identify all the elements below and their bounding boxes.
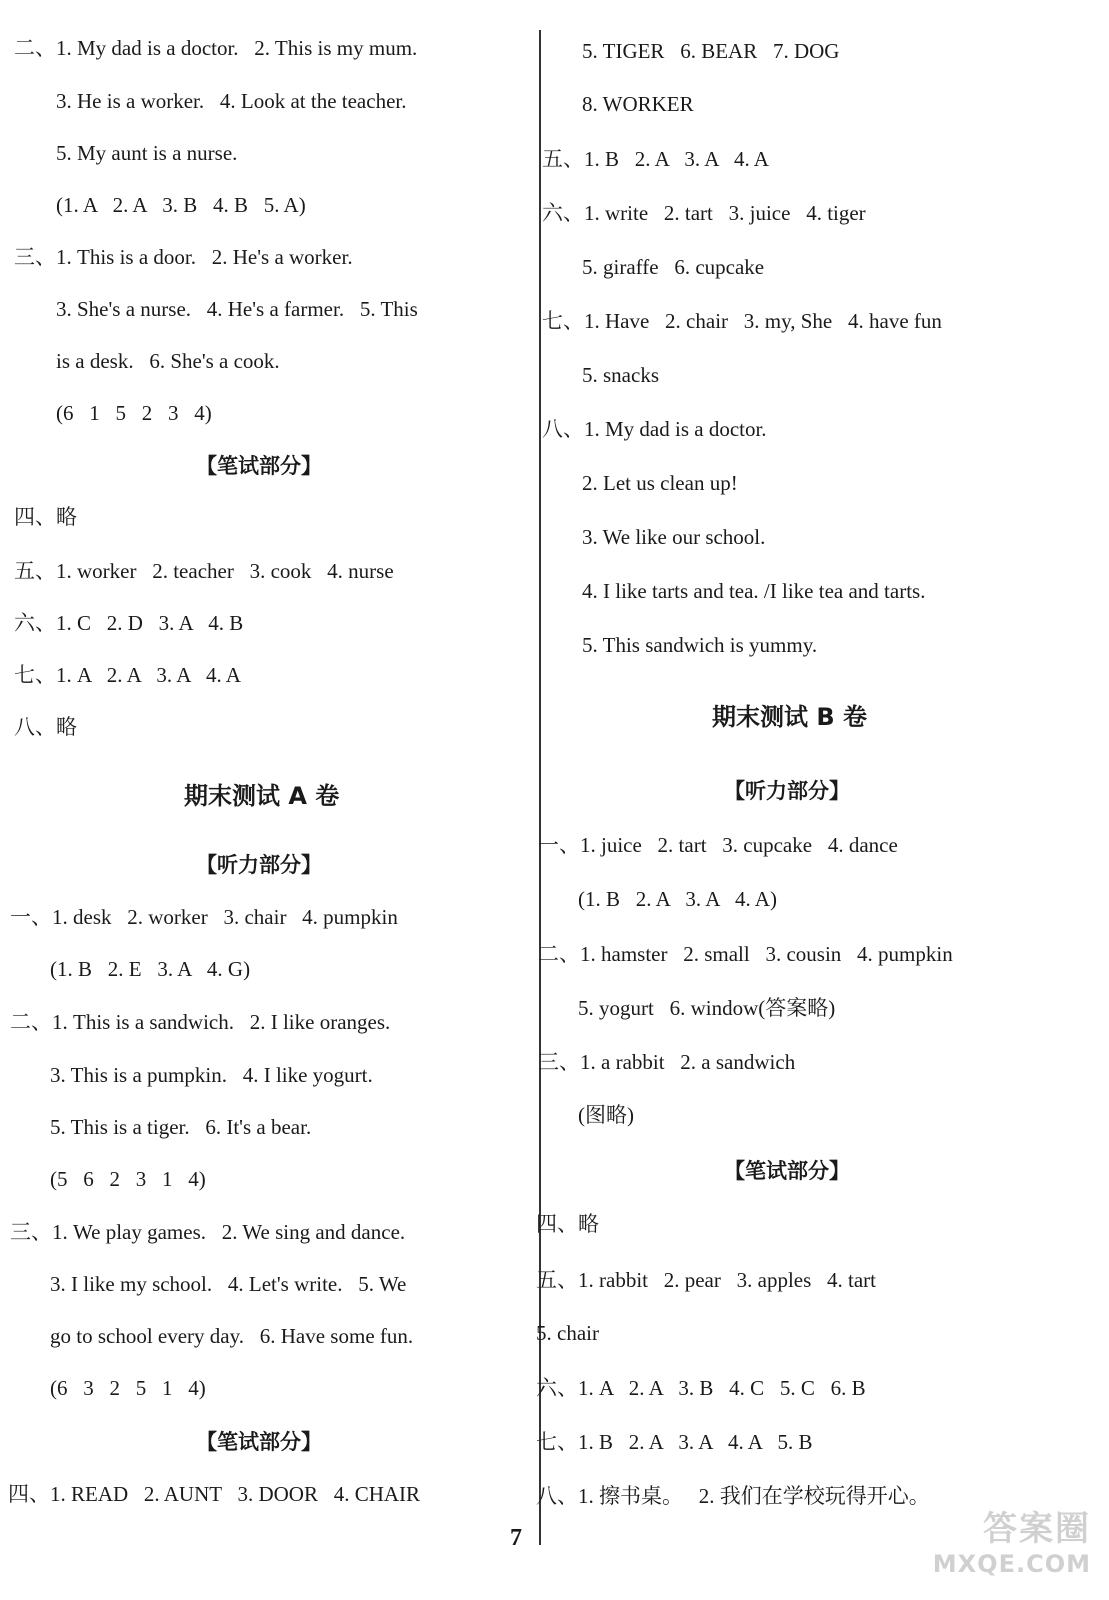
answer-line: 5. This sandwich is yummy. — [582, 633, 818, 657]
answer-line: 5. chair — [536, 1321, 599, 1345]
answer-line: (6 1 5 2 3 4) — [56, 401, 212, 425]
answer-line: 3. He is a worker. 4. Look at the teacher. — [56, 89, 407, 113]
answer-line: 5. TIGER 6. BEAR 7. DOG — [582, 39, 840, 63]
column-divider — [539, 30, 541, 1545]
answer-line: 5. giraffe 6. cupcake — [582, 255, 765, 279]
answer-line: 三、1. This is a door. 2. He's a worker. — [14, 245, 353, 269]
test-title: 期末测试 B 卷 — [712, 703, 868, 731]
answer-line: (1. B 2. E 3. A 4. G) — [50, 957, 251, 981]
answer-line: 4. I like tarts and tea. /I like tea and tarts. — [582, 579, 926, 603]
answer-line: 七、1. A 2. A 3. A 4. A — [14, 663, 241, 687]
answer-line: 四、略 — [536, 1212, 599, 1236]
answer-line: (图略) — [578, 1103, 634, 1127]
answer-line: 8. WORKER — [582, 92, 694, 116]
answer-line: 5. snacks — [582, 363, 659, 387]
answer-line: 3. I like my school. 4. Let's write. 5. We — [50, 1272, 407, 1296]
section-heading: 【笔试部分】 — [196, 1430, 322, 1454]
answer-line: 5. yogurt 6. window(答案略) — [578, 996, 836, 1020]
answer-line: 二、1. My dad is a doctor. 2. This is my mum. — [14, 36, 418, 60]
answer-line: 五、1. rabbit 2. pear 3. apples 4. tart — [536, 1268, 876, 1292]
answer-line: 3. This is a pumpkin. 4. I like yogurt. — [50, 1063, 373, 1087]
section-heading: 【听力部分】 — [196, 853, 322, 877]
answer-line: 六、1. C 2. D 3. A 4. B — [14, 611, 244, 635]
answer-line: (1. A 2. A 3. B 4. B 5. A) — [56, 193, 306, 217]
answer-line: 2. Let us clean up! — [582, 471, 738, 495]
watermark-logo — [933, 1501, 1091, 1578]
answer-line: (6 3 2 5 1 4) — [50, 1376, 206, 1400]
section-heading: 【笔试部分】 — [724, 1159, 850, 1183]
test-title: 期末测试 A 卷 — [184, 782, 340, 810]
section-heading: 【听力部分】 — [724, 779, 850, 803]
answer-line: 五、1. worker 2. teacher 3. cook 4. nurse — [14, 559, 394, 583]
answer-line: 一、1. desk 2. worker 3. chair 4. pumpkin — [10, 905, 398, 929]
answer-line: (5 6 2 3 1 4) — [50, 1167, 206, 1191]
answer-line: 三、1. a rabbit 2. a sandwich — [538, 1050, 796, 1074]
watermark-url: MXQE.COM — [932, 1550, 1091, 1578]
answer-line: 3. We like our school. — [582, 525, 766, 549]
answer-line: 四、1. READ 2. AUNT 3. DOOR 4. CHAIR — [8, 1482, 421, 1506]
answer-line: 四、略 — [14, 505, 77, 529]
answer-line: is a desk. 6. She's a cook. — [56, 349, 280, 373]
answer-line: 二、1. This is a sandwich. 2. I like oranges. — [10, 1010, 391, 1034]
answer-line: 5. My aunt is a nurse. — [56, 141, 238, 165]
answer-line: 3. She's a nurse. 4. He's a farmer. 5. This — [56, 297, 418, 321]
section-heading: 【笔试部分】 — [196, 454, 322, 478]
page-number: 7 — [510, 1525, 522, 1551]
answer-line: 七、1. B 2. A 3. A 4. A 5. B — [536, 1430, 813, 1454]
watermark-text: 答案圈 — [983, 1509, 1091, 1549]
answer-line: 八、1. 擦书桌。 2. 我们在学校玩得开心。 — [536, 1484, 930, 1508]
answer-line: 5. This is a tiger. 6. It's a bear. — [50, 1115, 312, 1139]
answer-line: 七、1. Have 2. chair 3. my, She 4. have fun — [542, 309, 942, 333]
answer-line: 六、1. A 2. A 3. B 4. C 5. C 6. B — [536, 1376, 866, 1400]
answer-line: 五、1. B 2. A 3. A 4. A — [542, 147, 769, 171]
answer-line: (1. B 2. A 3. A 4. A) — [578, 887, 777, 911]
answer-line: go to school every day. 6. Have some fun. — [50, 1324, 414, 1348]
answer-line: 六、1. write 2. tart 3. juice 4. tiger — [542, 201, 866, 225]
answer-line: 二、1. hamster 2. small 3. cousin 4. pumpkin — [538, 942, 953, 966]
answer-line: 三、1. We play games. 2. We sing and dance. — [10, 1220, 406, 1244]
answer-line: 八、略 — [14, 715, 77, 739]
answer-line: 一、1. juice 2. tart 3. cupcake 4. dance — [538, 833, 898, 857]
answer-line: 八、1. My dad is a doctor. — [542, 417, 767, 441]
